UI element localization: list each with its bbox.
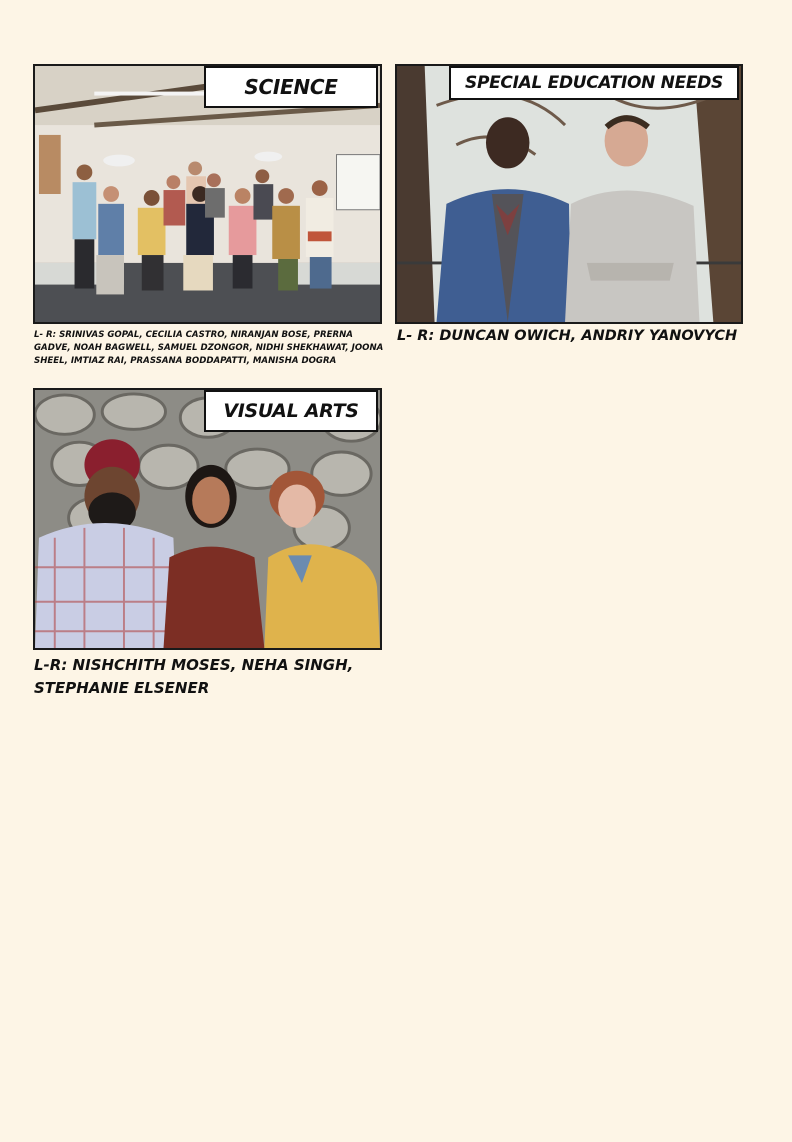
visual-arts-caption: L-R: NISHCHITH MOSES, NEHA SINGH, STEPHANIE ELSENER — [34, 656, 354, 697]
science-caption: L- R: SRINIVAS GOPAL, CECILIA CASTRO, NIRANJAN BOSE, PRERNA GADVE, NOAH BAGWELL, SAMUEL DZONGOR, NIDHI SHEKHAWAT, JOONA SHEEL, IMTIAZ RAI, PRASSANA BODDAPATTI, MANISHA DOGRA — [34, 330, 384, 366]
science-label: SCIENCE — [204, 66, 378, 108]
sen-duo-photo-image — [397, 66, 741, 322]
special-education-needs-photo — [395, 64, 743, 324]
sen-label: SPECIAL EDUCATION NEEDS — [449, 66, 739, 100]
science-photo — [33, 64, 382, 324]
sen-caption: L- R: DUNCAN OWICH, ANDRIY YANOVYCH — [397, 328, 738, 344]
visual-arts-photo — [33, 388, 382, 650]
visual-arts-label: VISUAL ARTS — [204, 390, 378, 432]
